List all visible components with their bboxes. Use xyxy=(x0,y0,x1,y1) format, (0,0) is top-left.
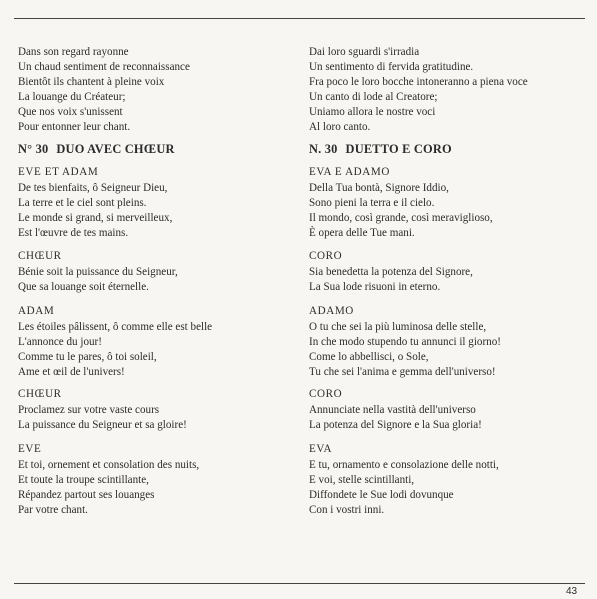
text-line: Que nos voix s'unissent xyxy=(18,105,123,118)
verse xyxy=(18,320,212,380)
verse xyxy=(309,458,499,518)
verse xyxy=(18,181,172,241)
text-line: Sono pieni la terra e il cielo. xyxy=(309,196,435,209)
text-line: Comme tu le pares, ô toi soleil, xyxy=(18,350,157,363)
section-choeur-1 xyxy=(18,249,178,295)
speaker-name: EVA E ADAMO xyxy=(309,166,390,178)
french-column xyxy=(18,45,296,525)
section-adamo xyxy=(309,304,501,380)
verse xyxy=(309,403,482,433)
text-line: Répandez partout ses louanges xyxy=(18,488,155,501)
text-line: Un canto di lode al Creatore; xyxy=(309,90,438,103)
italian-column xyxy=(309,45,587,525)
text-line: In che modo stupendo tu annunci il giorno! xyxy=(309,335,501,348)
text-line: Sia benedetta la potenza del Signore, xyxy=(309,266,473,278)
text-line: Fra poco le loro bocche intoneranno a piena voce xyxy=(309,75,528,88)
text-line: Pour entonner leur chant. xyxy=(18,120,131,133)
text-line: Diffondete le Sue lodi dovunque xyxy=(309,488,454,501)
text-line: Est l'œuvre de tes mains. xyxy=(18,226,129,239)
text-line: È opera delle Tue mani. xyxy=(309,226,415,239)
speaker-name: EVA xyxy=(309,443,333,455)
text-line: Un chaud sentiment de reconnaissance xyxy=(18,60,190,73)
text-line: Dans son regard rayonne xyxy=(18,46,129,58)
text-line: Al loro canto. xyxy=(309,120,371,133)
section-eve-et-adam xyxy=(18,165,172,241)
bottom-rule xyxy=(14,583,585,584)
verse xyxy=(18,403,187,433)
section-eva-e-adamo xyxy=(309,165,493,241)
verse xyxy=(309,320,501,380)
text-line: Proclamez sur votre vaste cours xyxy=(18,404,160,416)
text-line: Con i vostri inni. xyxy=(309,503,385,516)
piece-title: DUO AVEC CHŒUR xyxy=(56,142,175,156)
speaker-name: ADAMO xyxy=(309,305,354,317)
verse xyxy=(309,181,493,241)
text-line: La louange du Créateur; xyxy=(18,90,126,103)
piece-number: N° 30 xyxy=(18,142,49,156)
page-number: 43 xyxy=(566,586,578,597)
text-line: La puissance du Seigneur et sa gloire! xyxy=(18,418,187,431)
section-eve xyxy=(18,442,199,518)
section-choeur-2 xyxy=(18,387,187,433)
speaker-name: ADAM xyxy=(18,305,55,317)
french-intro xyxy=(18,45,190,134)
text-line: De tes bienfaits, ô Seigneur Dieu, xyxy=(18,182,168,194)
speaker-name: CHŒUR xyxy=(18,388,62,400)
verse xyxy=(18,458,199,518)
section-coro-1 xyxy=(309,249,473,295)
text-line: O tu che sei la più luminosa delle stelle, xyxy=(309,321,487,333)
number-heading xyxy=(309,142,452,156)
speaker-name: EVE xyxy=(18,443,42,455)
text-line: La potenza del Signore e la Sua gloria! xyxy=(309,418,482,431)
verse xyxy=(309,265,473,295)
piece-title: DUETTO E CORO xyxy=(345,142,452,156)
text-line: Della Tua bontà, Signore Iddio, xyxy=(309,182,449,194)
text-line: L'annonce du jour! xyxy=(18,335,102,348)
text-line: Bénie soit la puissance du Seigneur, xyxy=(18,266,178,278)
text-line: La terre et le ciel sont pleins. xyxy=(18,196,147,209)
section-adam xyxy=(18,304,212,380)
piece-number: N. 30 xyxy=(309,142,338,156)
speaker-name: CHŒUR xyxy=(18,250,62,262)
text-line: Le monde si grand, si merveilleux, xyxy=(18,211,173,224)
text-line: Un sentimento di fervida gratitudine. xyxy=(309,60,474,73)
text-line: Ame et œil de l'univers! xyxy=(18,365,125,378)
text-line: Que sa louange soit éternelle. xyxy=(18,280,149,293)
top-rule xyxy=(14,18,585,19)
speaker-name: CORO xyxy=(309,250,343,262)
section-eva xyxy=(309,442,499,518)
text-line: Par votre chant. xyxy=(18,503,88,516)
verse xyxy=(18,265,178,295)
text-line: Les étoiles pâlissent, ô comme elle est belle xyxy=(18,321,213,333)
speaker-name: EVE ET ADAM xyxy=(18,166,99,178)
number-heading xyxy=(18,142,175,156)
text-line: Uniamo allora le nostre voci xyxy=(309,105,436,118)
text-line: Bientôt ils chantent à pleine voix xyxy=(18,75,165,88)
text-line: Tu che sei l'anima e gemma dell'universo! xyxy=(309,365,496,378)
text-line: Il mondo, così grande, così meraviglioso, xyxy=(309,211,493,224)
italian-intro xyxy=(309,45,528,134)
text-line: La Sua lode risuoni in eterno. xyxy=(309,280,441,293)
section-coro-2 xyxy=(309,387,482,433)
text-line: Annunciate nella vastità dell'universo xyxy=(309,404,476,416)
text-line: Et toute la troupe scintillante, xyxy=(18,473,149,486)
text-line: Come lo abbellisci, o Sole, xyxy=(309,350,429,363)
text-line: E tu, ornamento e consolazione delle notti, xyxy=(309,459,499,471)
text-line: E voi, stelle scintillanti, xyxy=(309,473,415,486)
text-line: Dai loro sguardi s'irradia xyxy=(309,46,420,58)
text-line: Et toi, ornement et consolation des nuits, xyxy=(18,459,200,471)
speaker-name: CORO xyxy=(309,388,343,400)
